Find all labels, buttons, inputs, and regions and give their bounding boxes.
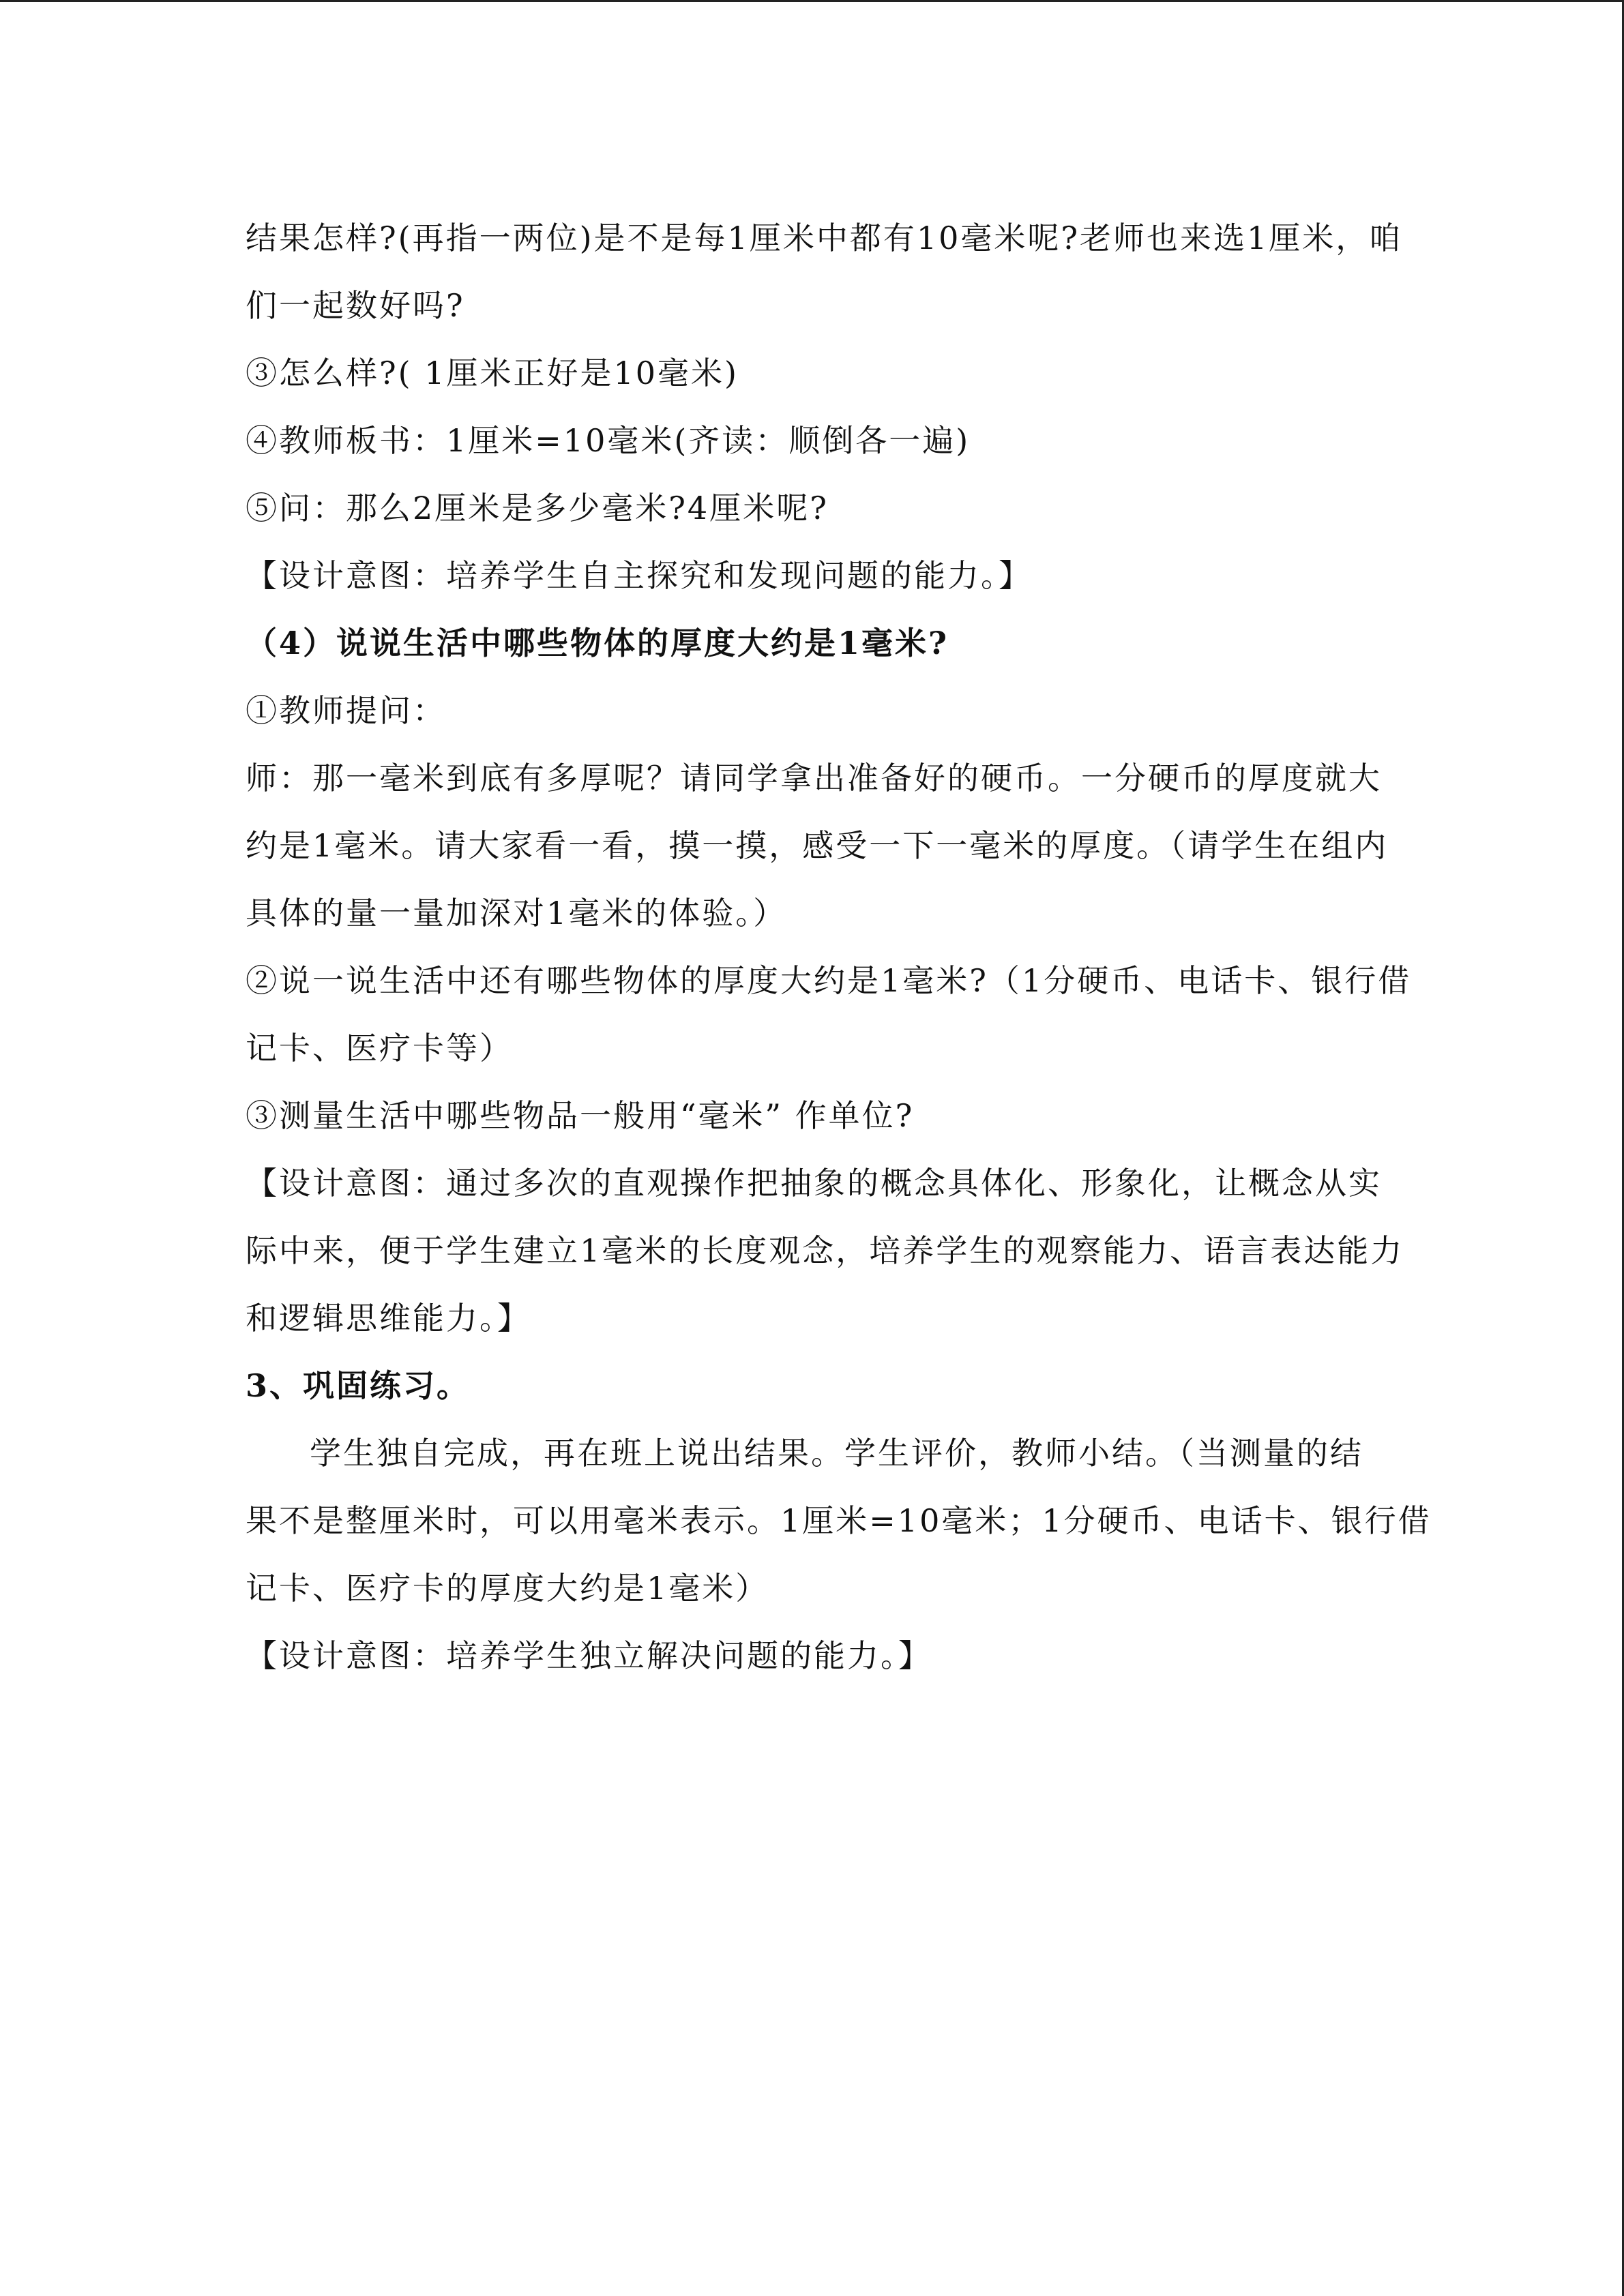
design-intent-note: 际中来，便于学生建立1毫米的长度观念，培养学生的观察能力、语言表达能力 bbox=[246, 1232, 1404, 1269]
step-line: ②说一说生活中还有哪些物体的厚度大约是1毫米?（1分硬币、电话卡、银行借 bbox=[246, 962, 1412, 999]
paragraph-line: 约是1毫米。请大家看一看，摸一摸，感受一下一毫米的厚度。（请学生在组内 bbox=[246, 827, 1389, 864]
section-heading: 3、巩固练习。 bbox=[246, 1367, 471, 1404]
design-intent-note: 【设计意图：通过多次的直观操作把抽象的概念具体化、形象化，让概念从实 bbox=[246, 1165, 1382, 1202]
design-intent-note: 【设计意图：培养学生自主探究和发现问题的能力。】 bbox=[246, 557, 1032, 594]
paragraph-line: 具体的量一量加深对1毫米的体验。） bbox=[246, 895, 787, 931]
step-line: ①教师提问： bbox=[246, 692, 446, 729]
paragraph-line: 记卡、医疗卡的厚度大约是1毫米） bbox=[246, 1570, 769, 1607]
step-line: ③测量生活中哪些物品一般用“毫米” 作单位? bbox=[246, 1097, 915, 1134]
step-line: ④教师板书：1厘米=10毫米(齐读：顺倒各一遍) bbox=[246, 422, 971, 459]
paragraph-line: 记卡、医疗卡等） bbox=[246, 1030, 513, 1067]
design-intent-note: 和逻辑思维能力。】 bbox=[246, 1300, 531, 1337]
page-top-border bbox=[0, 0, 1624, 2]
paragraph-line: 们一起数好吗? bbox=[246, 287, 465, 324]
step-line: ⑤问：那么2厘米是多少毫米?4厘米呢? bbox=[246, 490, 829, 526]
paragraph-line: 结果怎样?(再指一两位)是不是每1厘米中都有10毫米呢?老师也来选1厘米，咱 bbox=[246, 220, 1403, 256]
design-intent-note: 【设计意图：培养学生独立解决问题的能力。】 bbox=[246, 1637, 932, 1674]
step-line: ③怎么样?( 1厘米正好是10毫米) bbox=[246, 355, 739, 391]
paragraph-line: 果不是整厘米时，可以用毫米表示。1厘米=10毫米；1分硬币、电话卡、银行借 bbox=[246, 1502, 1432, 1539]
paragraph-line: 学生独自完成，再在班上说出结果。学生评价，教师小结。（当测量的结 bbox=[310, 1435, 1363, 1472]
document-body bbox=[246, 205, 1432, 1690]
section-heading: （4）说说生活中哪些物体的厚度大约是1毫米? bbox=[246, 625, 949, 661]
paragraph-line: 师：那一毫米到底有多厚呢？请同学拿出准备好的硬币。一分硬币的厚度就大 bbox=[246, 760, 1382, 796]
